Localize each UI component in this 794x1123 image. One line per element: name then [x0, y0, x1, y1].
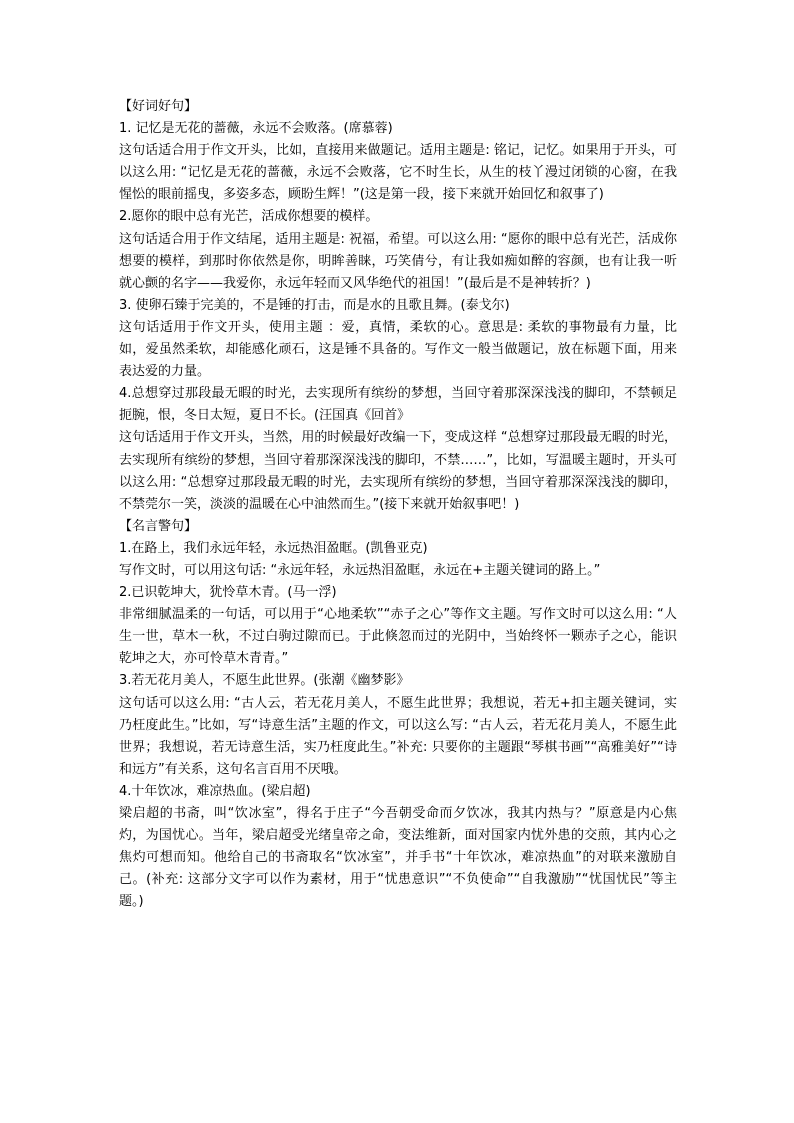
commentary-4: 这句话适用于作文开头，当然，用的时候最好改编一下，变成这样 “总想穿过那段最无暇的时光，去实现所有缤纷的梦想，当回守着那深深浅浅的脚印，不禁……”，比如，写温暖主题时，开头可以这么用: “总想穿过那段最无暇的时光，去实现所有缤纷的梦想，当回守着那深深浅浅的脚印，不禁莞尔一笑，淡淡的温暖在心中油然而生。”(接下来就开始叙事吧！) [119, 430, 677, 512]
commentary-1: 这句话适合用于作文开头，比如，直接用来做题记。适用主题是: 铭记，记忆。如果用于开头，可以这么用: “记忆是无花的蔷薇，永远不会败落，它不时生长，从生的枝丫漫过闭锁的心窗，在我惺忪的眼前摇曳，多姿多态，顾盼生辉！”(这是第一段，接下来就开始回忆和叙事了) [119, 143, 677, 203]
quote-2: 2.愿你的眼中总有光芒，活成你想要的模样。 [119, 209, 379, 225]
commentary-2: 这句话适合用于作文结尾，适用主题是: 祝福，希望。可以这么用: “愿你的眼中总有光芒，活成你想要的模样，到那时你依然是你，明眸善睐，巧笑倩兮，有让我如痴如醉的容颜，也有让我一听就心颤的名字——我爱你，永远年轻而又风华绝代的祖国！”(最后是不是神转折？) [119, 231, 677, 291]
famous-commentary-4: 梁启超的书斋，叫“饮冰室”，得名于庄子“今吾朝受命而夕饮冰，我其内热与？”原意是内心焦灼，为国忧心。当年，梁启超受光绪皇帝之命，变法维新，面对国家内忧外患的交煎，其内心之焦灼可想而知。他给自己的书斋取名“饮冰室”，并手书“十年饮冰，难凉热血”的对联来激励自己。(补充: 这部分文字可以作为素材，用于“忧患意识”“不负使命”“自我激励”“忧国忧民”等主题。) [119, 806, 677, 910]
quote-4: 4.总想穿过那段最无暇的时光，去实现所有缤纷的梦想，当回守着那深深浅浅的脚印，不禁顿足扼腕，恨，冬日太短，夏日不长。(汪国真《回首》 [119, 386, 677, 424]
quote-1: 1. 记忆是无花的蔷薇，永远不会败落。(席慕蓉) [119, 121, 393, 137]
famous-commentary-3: 这句话可以这么用: “古人云，若无花月美人，不愿生此世界；我想说，若无+扣主题关键词，实乃枉度此生。”比如，写“诗意生活”主题的作文，可以这么写: “古人云，若无花月美人，不愿生此世界；我想说，若无诗意生活，实乃枉度此生。”补充: 只要你的主题跟“琴棋书画”“高雅美好”“诗和远方”有关系，这句名言百用不厌哦。 [119, 695, 677, 777]
commentary-3: 这句话适用于作文开头，使用主题 ：爱，真情，柔软的心。意思是: 柔软的事物最有力量，比如，爱虽然柔软，却能感化顽石，这是锤不具备的。写作文一般当做题记，放在标题下面，用来表达爱的力量。 [119, 319, 677, 380]
section-title-good-phrases: 【好词好句】 [119, 99, 198, 114]
famous-commentary-1: 写作文时，可以用这句话: “永远年轻，永远热泪盈眶，永远在+主题关键词的路上。” [119, 562, 601, 578]
famous-quote-4: 4.十年饮冰，难凉热血。(梁启超) [119, 783, 311, 799]
famous-commentary-2: 非常细腻温柔的一句话，可以用于“心地柔软”“赤子之心”等作文主题。写作文时可以这么用: “人生一世，草木一秋，不过白驹过隙而已。于此倏忽而过的光阴中，当始终怀一颗赤子之心，能识乾坤之大，亦可怜草木青青。” [119, 607, 677, 667]
famous-quote-1: 1.在路上，我们永远年轻，永远热泪盈眶。(凯鲁亚克) [119, 540, 428, 556]
document-page [119, 96, 677, 913]
famous-quote-2: 2.已识乾坤大，犹怜草木青。(马一浮) [119, 585, 337, 601]
quote-3: 3. 使卵石臻于完美的，不是锤的打击，而是水的且歌且舞。(泰戈尔) [119, 297, 510, 313]
section-title-famous-quotes: 【名言警句】 [119, 518, 198, 534]
famous-quote-3: 3.若无花月美人，不愿生此世界。(张潮《幽梦影》 [119, 673, 410, 689]
